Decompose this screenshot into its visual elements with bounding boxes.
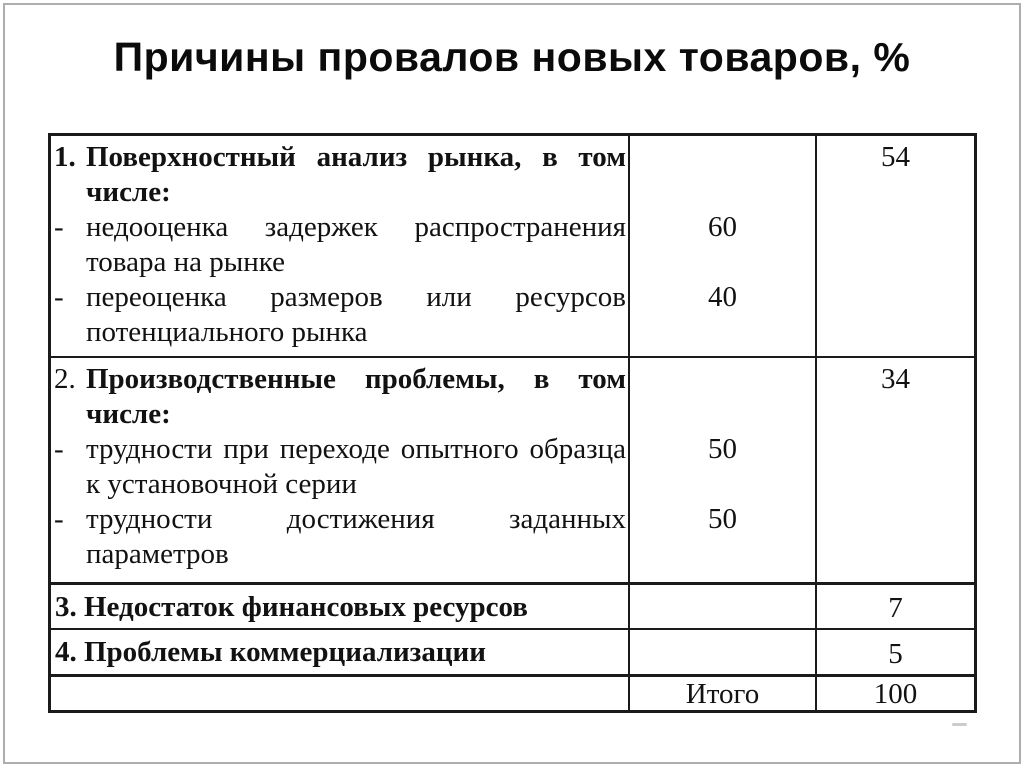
row3-cause-cell: 3. Недостаток финансовых ресурсов [51, 585, 630, 630]
row4-total-cell: 5 [817, 630, 974, 677]
spacer [630, 362, 815, 432]
row2-subitem [53, 502, 626, 572]
row3-total-cell: 7 [817, 585, 974, 630]
causes-table-grid [51, 136, 974, 710]
subitem-line: товара на рынке [86, 246, 285, 278]
slide-title: Причины провалов новых товаров, % [113, 34, 911, 80]
row4-cause-cell: 4. Проблемы коммерциализации [51, 630, 630, 677]
footer-total-label: Итого [630, 677, 817, 710]
spacer [630, 467, 815, 502]
causes-table [48, 133, 977, 713]
list-dash: - [54, 503, 64, 535]
subitem-value: 50 [708, 433, 737, 465]
subitem-line: переоценка размеров или ресурсов [86, 281, 626, 313]
row3-subvalues-cell [630, 585, 817, 630]
row1-cause-cell [51, 136, 630, 358]
subitem-line: трудности при переходе опытного образца [86, 433, 626, 465]
list-dash: - [54, 433, 64, 465]
subitem-line: недооценка задержек распространения [86, 211, 626, 243]
subitem-value: 40 [708, 281, 737, 313]
row2-subitem [53, 432, 626, 502]
row1-subitem [53, 210, 626, 280]
row2-cause-cell [51, 358, 630, 585]
faint-page-number-mark [952, 723, 967, 726]
subitem-value: 50 [708, 503, 737, 535]
row1-heading-line: Поверхностный анализ рынка, в том [86, 141, 626, 173]
subitem-value: 60 [708, 211, 737, 243]
list-dash: - [54, 211, 64, 243]
subitem-line: трудности достижения заданных [86, 503, 626, 535]
footer-empty-cell [51, 677, 630, 710]
subitem-line: к установочной серии [86, 468, 357, 500]
list-dash: - [54, 281, 64, 313]
spacer [630, 245, 815, 280]
footer-total-value: 100 [873, 678, 918, 710]
subitem-line: параметров [86, 538, 229, 570]
row1-number: 1. [54, 141, 76, 173]
subitem-line: потенциального рынка [86, 316, 368, 348]
row2-heading-line: Производственные проблемы, в том [86, 363, 626, 395]
row1-subvalues-cell [630, 136, 817, 358]
row1-total-cell: 54 [817, 136, 974, 358]
row2-heading [53, 362, 626, 432]
row2-number: 2. [54, 363, 76, 395]
row2-heading-line: числе: [86, 398, 171, 430]
row1-subitem [53, 280, 626, 350]
spacer [630, 140, 815, 210]
row1-heading [53, 140, 626, 210]
row2-subvalues-cell [630, 358, 817, 585]
row1-heading-line: числе: [86, 176, 171, 208]
row2-total-cell: 34 [817, 358, 974, 585]
row4-subvalues-cell [630, 630, 817, 677]
